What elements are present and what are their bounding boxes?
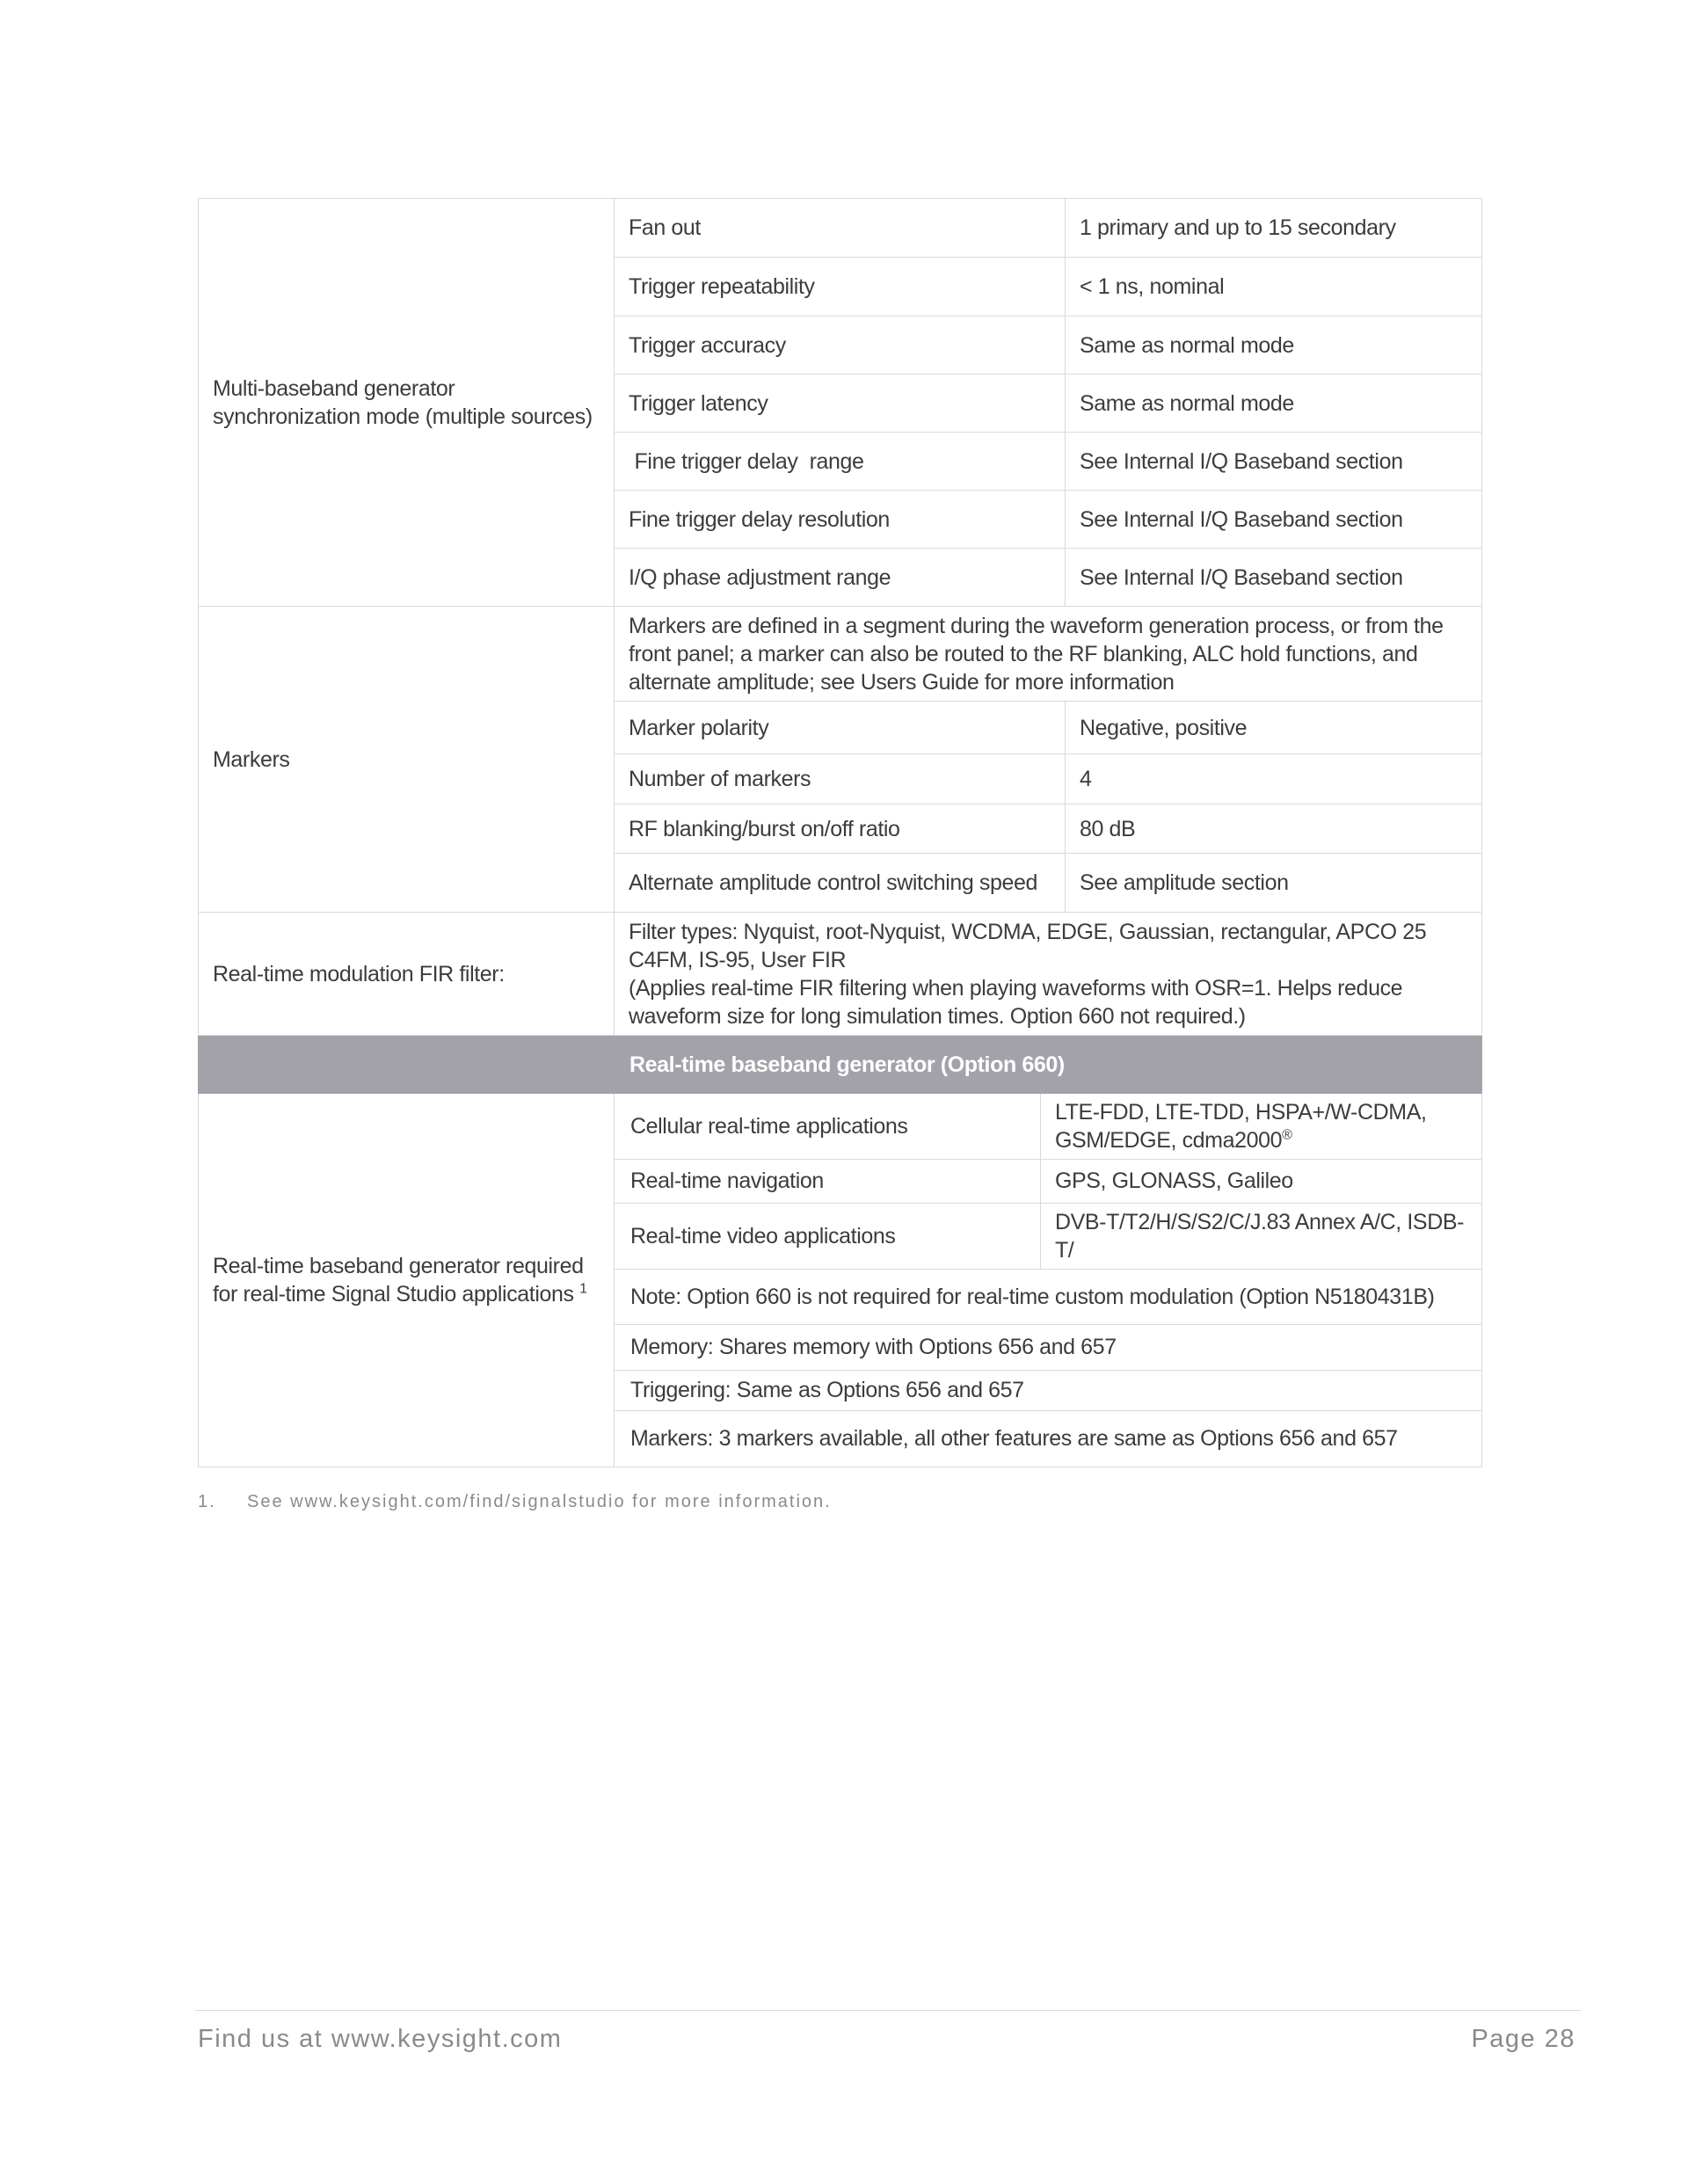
spec-row (615, 1094, 1481, 1159)
spec-name: Fine trigger delay resolution (615, 491, 1066, 549)
footnote-ref: 1 (579, 1281, 587, 1297)
spec-value (1040, 1094, 1481, 1159)
spec-name: Fine trigger delay range (615, 433, 1066, 491)
spec-row (199, 913, 1482, 1036)
spec-name: Trigger repeatability (615, 258, 1066, 317)
spec-value: See Internal I/Q Baseband section (1066, 491, 1482, 549)
spec-row (199, 607, 1482, 702)
footnote (198, 1492, 832, 1512)
spec-value-text: LTE-FDD, LTE-TDD, HSPA+/W-CDMA, GSM/EDGE, cdma2000 (1054, 1099, 1427, 1153)
spec-note: Triggering: Same as Options 656 and 657 (615, 1370, 1481, 1410)
realtime-spec-cell (615, 1094, 1482, 1467)
fir-filter-types: Filter types: Nyquist, root-Nyquist, WCDMA, EDGE, Gaussian, rectangular, APCO 25 C4FM, IS-95, User FIR (629, 919, 1427, 972)
spec-value: Same as normal mode (1066, 375, 1482, 433)
row-group-label: Real-time modulation FIR filter: (199, 913, 615, 1036)
spec-value: 1 primary and up to 15 secondary (1066, 199, 1482, 258)
spec-description (615, 913, 1482, 1036)
spec-row (615, 1203, 1481, 1269)
spec-value: Negative, positive (1066, 702, 1482, 754)
spec-note-row (615, 1269, 1481, 1324)
spec-name: Fan out (615, 199, 1066, 258)
spec-row (199, 199, 1482, 258)
fir-filter-note: (Applies real-time FIR filtering when playing waveforms with OSR=1. Helps reduce waveform size for long simulation times. Option 660 not required.) (629, 975, 1403, 1029)
footer-divider (195, 2010, 1581, 2011)
spec-name: I/Q phase adjustment range (615, 549, 1066, 607)
spec-value: See Internal I/Q Baseband section (1066, 549, 1482, 607)
spec-name: Real-time video applications (615, 1203, 1040, 1269)
spec-description: Markers are defined in a segment during the waveform generation process, or from the front panel; a marker can also be routed to the RF blanking, ALC hold functions, and alternate amplitude; see Users Guide for more information (615, 607, 1482, 702)
footnote-text: See www.keysight.com/find/signalstudio for more information. (247, 1492, 832, 1511)
spec-row (615, 1159, 1481, 1203)
spec-value: 4 (1066, 754, 1482, 804)
spec-table (198, 198, 1482, 1467)
spec-name: Trigger accuracy (615, 317, 1066, 375)
spec-name: Real-time navigation (615, 1159, 1040, 1203)
spec-note: Note: Option 660 is not required for real-time custom modulation (Option N5180431B) (615, 1269, 1481, 1324)
spec-value: < 1 ns, nominal (1066, 258, 1482, 317)
spec-value: 80 dB (1066, 804, 1482, 854)
row-group-label (199, 1094, 615, 1467)
spec-name: RF blanking/burst on/off ratio (615, 804, 1066, 854)
footnote-number: 1. (198, 1492, 216, 1511)
spec-name: Trigger latency (615, 375, 1066, 433)
section-header-row (199, 1036, 1482, 1094)
spec-value: See Internal I/Q Baseband section (1066, 433, 1482, 491)
registered-mark: ® (1282, 1127, 1292, 1143)
spec-note-row (615, 1324, 1481, 1370)
footer-website: Find us at www.keysight.com (198, 2025, 563, 2053)
spec-value: See amplitude section (1066, 854, 1482, 913)
spec-row (199, 1094, 1482, 1467)
spec-value: GPS, GLONASS, Galileo (1040, 1159, 1481, 1203)
spec-value: Same as normal mode (1066, 317, 1482, 375)
spec-value: DVB-T/T2/H/S/S2/C/J.83 Annex A/C, ISDB-T/ (1040, 1203, 1481, 1269)
spec-name: Alternate amplitude control switching speed (615, 854, 1066, 913)
row-group-label: Multi-baseband generator synchronization mode (multiple sources) (199, 199, 615, 607)
page-number: Page 28 (1471, 2025, 1575, 2053)
spec-name: Cellular real-time applications (615, 1094, 1040, 1159)
spec-note: Markers: 3 markers available, all other features are same as Options 656 and 657 (630, 1426, 1398, 1452)
spec-name: Marker polarity (615, 702, 1066, 754)
spec-note-row (615, 1370, 1481, 1410)
spec-note: Memory: Shares memory with Options 656 and 657 (615, 1324, 1481, 1370)
spec-note-row (615, 1410, 1481, 1467)
realtime-spec-table (615, 1094, 1481, 1467)
realtime-label-text: Real-time baseband generator required for real-time Signal Studio applications (213, 1254, 584, 1307)
row-group-label: Markers (199, 607, 615, 913)
spec-name: Number of markers (615, 754, 1066, 804)
section-header: Real-time baseband generator (Option 660) (199, 1036, 1482, 1094)
